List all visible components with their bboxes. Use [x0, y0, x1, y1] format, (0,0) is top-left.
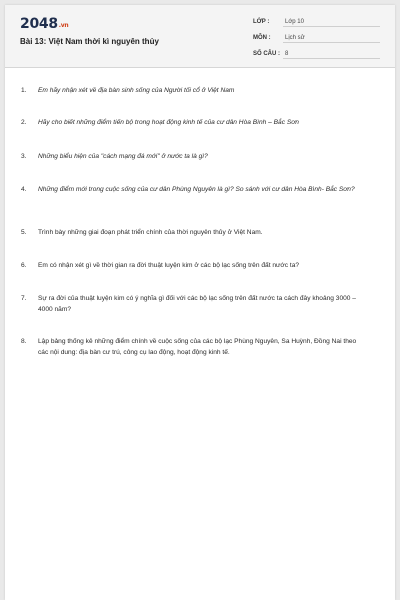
count-label: SỐ CÂU : [253, 51, 280, 57]
logo-text: 2048 [20, 16, 58, 32]
question-text: Trình bày những giai đoạn phát triển chính của thời nguyên thủy ở Việt Nam. [38, 229, 263, 236]
site-logo[interactable] [20, 16, 68, 32]
question-number: 1. [21, 87, 27, 94]
question-text: Em hãy nhận xét về địa bàn sinh sống của Người tối cổ ở Việt Nam [38, 87, 235, 94]
worksheet-page [5, 5, 395, 600]
question-number: 8. [21, 338, 27, 345]
question-text: Sự ra đời của thuật luyện kim có ý nghĩa gì đối với các bộ lạc sống trên đất nước ta cách đây khoảng 3000 – 4000 năm? [38, 295, 356, 313]
worksheet-header [5, 5, 395, 68]
question-number: 5. [21, 229, 27, 236]
question-text: Em có nhận xét gì về thời gian ra đời thuật luyện kim ở các bộ lạc sống trên đất nước ta? [38, 262, 300, 269]
question-text: Những biểu hiện của "cách mạng đá mới" ở nước ta là gì? [38, 153, 208, 160]
question-text: Hãy cho biết những điểm tiến bộ trong hoạt động kinh tế của cư dân Hòa Bình – Bắc Sơn [38, 119, 299, 126]
count-value: 8 [283, 51, 380, 59]
question-text: Lập bảng thống kê những điểm chính về cuộc sống của các bộ lạc Phùng Nguyên, Sa Huỳnh, Đồng Nai theo các nội dung: địa bàn cư trú, công cụ lao động, hoạt động kinh tế. [38, 338, 357, 356]
question-number: 2. [21, 119, 27, 126]
page-title: Bài 13: Việt Nam thời kì nguyên thủy [20, 37, 159, 46]
question-number: 6. [21, 262, 27, 269]
logo-tld: .vn [58, 22, 69, 29]
class-value: Lớp 10 [283, 19, 380, 27]
question-text: Những điểm mới trong cuộc sống của cư dân Phùng Nguyên là gì? So sánh với cư dân Hòa Bình- Bắc Sơn? [38, 186, 355, 193]
question-number: 4. [21, 186, 27, 193]
class-label: LỚP : [253, 19, 270, 25]
subject-value: Lịch sử [283, 35, 380, 43]
subject-label: MÔN : [253, 35, 271, 41]
question-number: 3. [21, 153, 27, 160]
question-number: 7. [21, 295, 27, 302]
